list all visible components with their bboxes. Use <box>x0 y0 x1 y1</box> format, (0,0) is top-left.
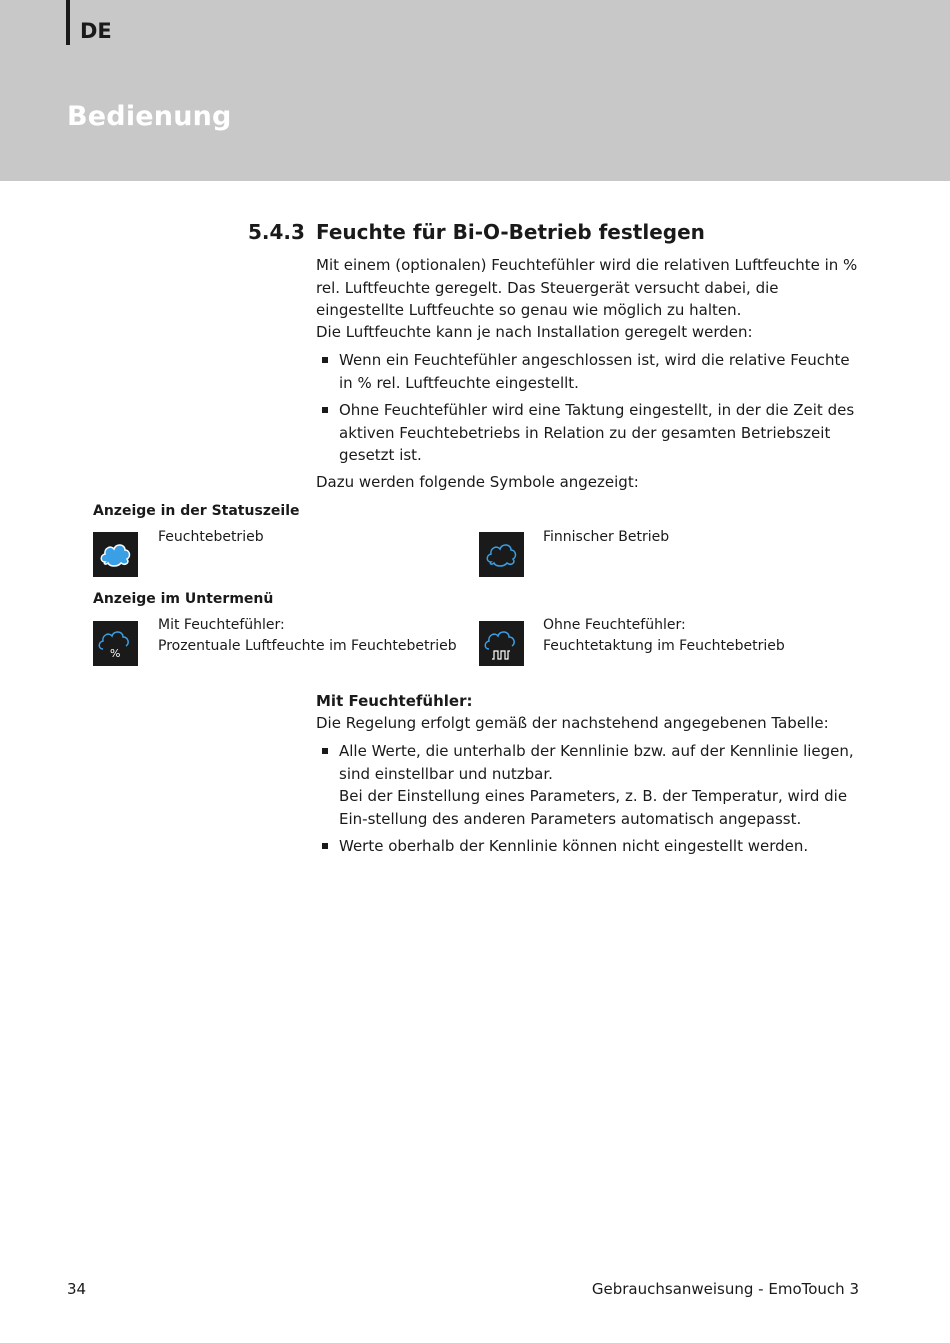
document-title: Gebrauchsanweisung - EmoTouch 3 <box>591 1280 859 1298</box>
list-item <box>316 740 861 830</box>
bullet-text: Alle Werte, die unterhalb der Kennlinie bzw. auf der Kennlinie liegen, sind einstellbar und nutzbar. <box>339 742 854 783</box>
sensor-heading: Mit Feuchtefühler: <box>316 692 473 710</box>
intro-paragraph: Mit einem (optionalen) Feuchtefühler wird die relativen Luftfeuchte in % rel. Luftfeuchte geregelt. Das Steuergerät versucht dabei, die eingestellte Luftfeuchte so genau wie möglich zu halten. <box>316 256 858 319</box>
sensor-bullet-list <box>316 740 861 863</box>
cloud-outline-icon <box>479 532 524 577</box>
list-item: Wenn ein Feuchtefühler angeschlossen ist, wird die relative Feuchte in % rel. Luftfeuchte eingestellt. <box>316 349 861 394</box>
cloud-percent-icon <box>93 621 138 666</box>
section-number: 5.4.3 <box>248 220 305 244</box>
bullet-text: Bei der Einstellung eines Parameters, z. B. der Temperatur, wird die Ein-stellung des anderen Parameters automatisch angepasst. <box>339 787 848 828</box>
cloud-pulse-icon <box>479 621 524 666</box>
sensor-paragraph: Die Regelung erfolgt gemäß der nachstehend angegebenen Tabelle: <box>316 714 829 732</box>
page-number: 34 <box>67 1280 87 1298</box>
submenu-right-line1: Ohne Feuchtefühler: <box>543 617 686 633</box>
submenu-right-line2: Feuchtetaktung im Feuchtebetrieb <box>543 638 785 654</box>
cloud-filled-icon <box>93 532 138 577</box>
submenu-right-caption <box>543 615 785 657</box>
submenu-left-caption <box>158 615 457 657</box>
status-right-label: Finnischer Betrieb <box>543 529 670 545</box>
language-code: DE <box>80 19 112 43</box>
symbols-intro: Dazu werden folgende Symbole angezeigt: <box>316 473 639 491</box>
list-item: Ohne Feuchtefühler wird eine Taktung eingestellt, in der die Zeit des aktiven Feuchtebetriebs in Relation zu der gesamten Betriebszeit gesetzt ist. <box>316 399 861 467</box>
lang-marker-bar <box>66 0 70 45</box>
percent-glyph: % <box>110 647 121 660</box>
installation-bullet-list <box>316 349 861 472</box>
chapter-title: Bedienung <box>67 101 232 132</box>
submenu-heading: Anzeige im Untermenü <box>93 591 274 607</box>
intro-paragraph-2: Die Luftfeuchte kann je nach Installation geregelt werden: <box>316 323 753 341</box>
status-heading: Anzeige in der Statuszeile <box>93 503 300 519</box>
status-left-label: Feuchtebetrieb <box>158 529 264 545</box>
submenu-left-line1: Mit Feuchtefühler: <box>158 617 285 633</box>
submenu-left-line2: Prozentuale Luftfeuchte im Feuchtebetrieb <box>158 638 457 654</box>
page-header <box>0 0 950 181</box>
section-title: Feuchte für Bi-O-Betrieb festlegen <box>316 220 705 244</box>
list-item: Werte oberhalb der Kennlinie können nicht eingestellt werden. <box>316 835 861 858</box>
